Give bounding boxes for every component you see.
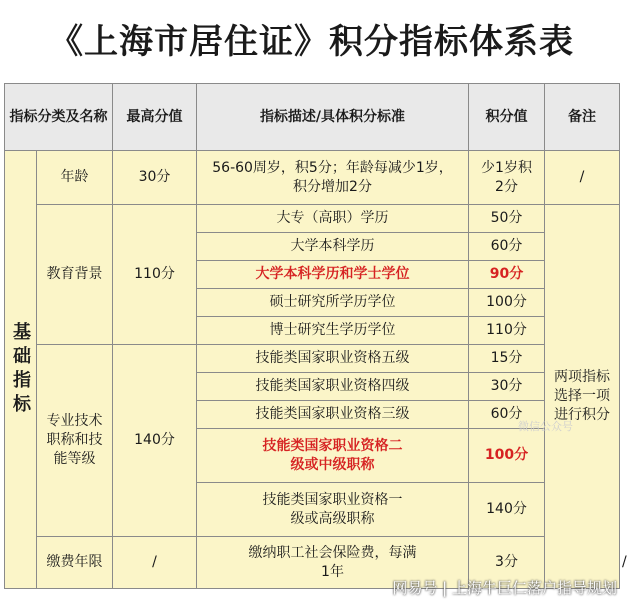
header-score: 积分值: [469, 84, 545, 151]
payment-name: 缴费年限: [37, 537, 113, 589]
education-score-2: 90分: [469, 261, 545, 289]
skills-score-0: 15分: [469, 345, 545, 373]
skills-name: 专业技术职称和技能等级: [37, 345, 113, 537]
age-note: /: [545, 151, 620, 205]
education-score-4: 110分: [469, 317, 545, 345]
age-name: 年龄: [37, 151, 113, 205]
skills-score-2: 60分: [469, 401, 545, 429]
payment-desc: 缴纳职工社会保险费，每满1年: [197, 537, 469, 589]
table-row: [5, 205, 620, 233]
header-note: 备注: [545, 84, 620, 151]
education-desc-1: 大学本科学历: [197, 233, 469, 261]
skills-score-3: 100分: [469, 429, 545, 483]
education-desc-0: 大专（高职）学历: [197, 205, 469, 233]
education-max: 110分: [113, 205, 197, 345]
skills-score-1: 30分: [469, 373, 545, 401]
page-title: 《上海市居住证》积分指标体系表: [49, 22, 574, 62]
header-max-score: 最高分值: [113, 84, 197, 151]
source-watermark: 网易号 | 上海牛巨仁落户指导规划: [392, 579, 617, 597]
skills-desc-4: 技能类国家职业资格一级或高级职称: [197, 483, 469, 537]
education-desc-2: 大学本科学历和学士学位: [197, 261, 469, 289]
group-label-cell: [5, 151, 37, 589]
education-score-0: 50分: [469, 205, 545, 233]
skills-score-4: 140分: [469, 483, 545, 537]
age-max: 30分: [113, 151, 197, 205]
payment-max: /: [113, 537, 197, 589]
skills-desc-1: 技能类国家职业资格四级: [197, 373, 469, 401]
points-table: [4, 83, 627, 589]
education-name: 教育背景: [37, 205, 113, 345]
skills-desc-2: 技能类国家职业资格三级: [197, 401, 469, 429]
skills-max: 140分: [113, 345, 197, 537]
age-score: 少1岁积2分: [469, 151, 545, 205]
skills-desc-0: 技能类国家职业资格五级: [197, 345, 469, 373]
shared-note: 两项指标选择一项进行积分: [545, 205, 620, 589]
education-desc-4: 博士研究生学历学位: [197, 317, 469, 345]
group-label: 基础指标: [10, 321, 31, 418]
background-watermark: 微信公众号: [518, 420, 573, 433]
payment-score: 3分: [469, 537, 545, 589]
skills-desc-3: 技能类国家职业资格二级或中级职称: [197, 429, 469, 483]
header-row: [5, 84, 620, 151]
education-score-3: 100分: [469, 289, 545, 317]
table-row: 缴费年限 / 缴纳职工社会保险费，每满1年 3分 /: [5, 537, 620, 589]
header-category: 指标分类及名称: [5, 84, 113, 151]
table-row: [5, 345, 620, 373]
education-desc-3: 硕士研究所学历学位: [197, 289, 469, 317]
header-description: 指标描述/具体积分标准: [197, 84, 469, 151]
age-desc: 56-60周岁，积5分；年龄每减少1岁，积分增加2分: [197, 151, 469, 205]
education-score-1: 60分: [469, 233, 545, 261]
table-row: [5, 151, 620, 205]
